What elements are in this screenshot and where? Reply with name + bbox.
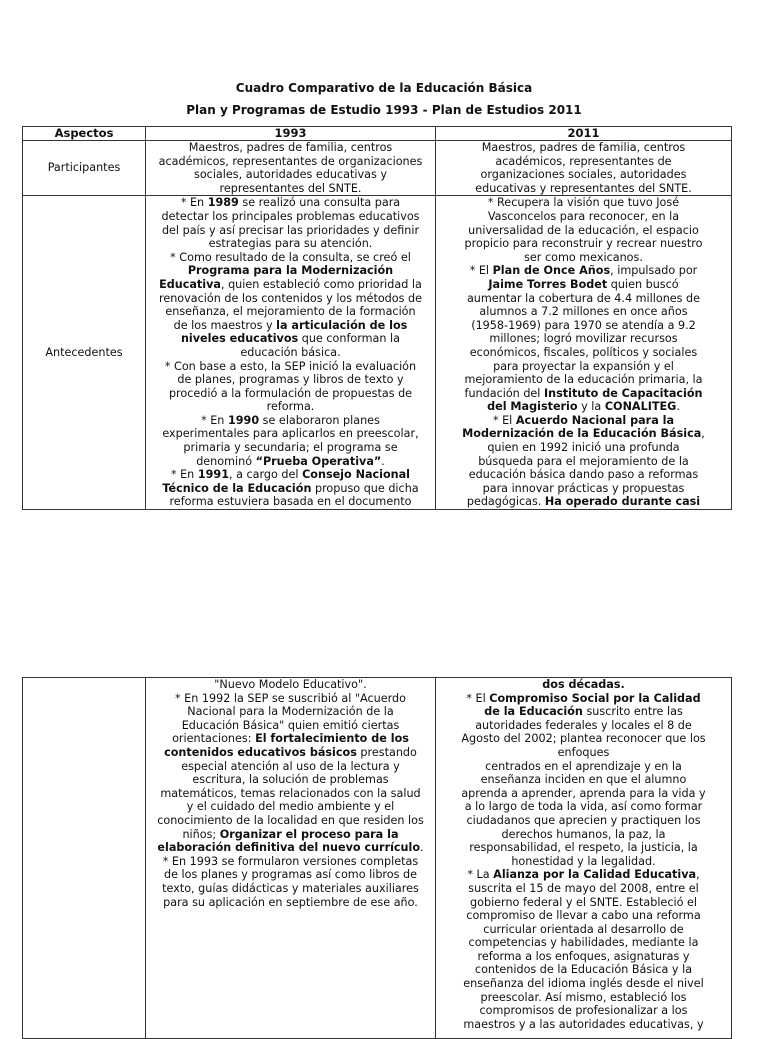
text-line bbox=[439, 705, 728, 719]
text-line bbox=[149, 705, 432, 719]
text-line bbox=[439, 278, 728, 292]
text-line bbox=[439, 1004, 728, 1018]
text: reforma a los enfoques, asignaturas y bbox=[477, 949, 690, 963]
text: suscrita el 15 de mayo del 2008, entre el bbox=[468, 881, 699, 895]
text: académicos, representantes de bbox=[495, 154, 672, 168]
bold-text: Alianza por la Calidad Educativa bbox=[493, 868, 697, 882]
bold-text: niveles educativos bbox=[180, 332, 299, 346]
bold-text: El fortalecimiento de los bbox=[255, 732, 409, 746]
text: , impulsado por bbox=[610, 264, 698, 278]
text: organizaciones sociales, autoridades bbox=[480, 168, 687, 182]
text: detectar los principales problemas educativos bbox=[161, 209, 420, 223]
text: que conforman la bbox=[298, 332, 401, 346]
text-line bbox=[439, 387, 728, 401]
text: representantes del SNTE. bbox=[219, 181, 362, 195]
text-line bbox=[149, 168, 432, 182]
cell-1993 bbox=[146, 141, 436, 196]
text: estrategias para su atención. bbox=[208, 237, 373, 251]
text: , quien estableció como prioridad la bbox=[220, 277, 422, 291]
text: , a cargo del bbox=[228, 468, 303, 482]
text-line bbox=[439, 855, 728, 869]
text: * Como resultado de la consulta, se creó el bbox=[170, 250, 411, 264]
text: quien en 1992 inició una profunda bbox=[487, 441, 680, 455]
text-line bbox=[439, 882, 728, 896]
bold-text: Plan de Once Años bbox=[492, 264, 611, 278]
aspect-cell: Participantes bbox=[23, 141, 146, 196]
aspect-cell bbox=[23, 678, 146, 1039]
text: derechos humanos, la paz, la bbox=[501, 827, 666, 841]
bold-text: “Prueba Operativa” bbox=[255, 454, 382, 468]
text: conocimiento de la localidad en que residen los bbox=[157, 813, 424, 827]
text: y el cuidado del medio ambiente y el bbox=[186, 800, 395, 814]
text: * En bbox=[180, 196, 208, 210]
text-line bbox=[149, 400, 432, 414]
text-line bbox=[439, 746, 728, 760]
text: * El bbox=[466, 691, 490, 705]
text-line bbox=[439, 773, 728, 787]
text-line bbox=[149, 332, 432, 346]
text: enfoques bbox=[557, 745, 610, 759]
text-line bbox=[439, 800, 728, 814]
bold-text: Organizar el proceso para la bbox=[219, 827, 399, 841]
text: de los planes y programas así como libros de bbox=[163, 868, 417, 882]
text: primaria y secundaria; el programa se bbox=[183, 441, 398, 455]
text: compromiso de llevar a cabo una reforma bbox=[466, 909, 701, 923]
text-line bbox=[439, 936, 728, 950]
bold-text: Compromiso Social por la Calidad bbox=[489, 691, 701, 705]
text: aprenda a aprender, aprenda para la vida y bbox=[461, 786, 706, 800]
text: de planes, programas y libros de texto y bbox=[177, 373, 404, 387]
bold-text: Modernización de la Educación Básica bbox=[462, 427, 702, 441]
text-line bbox=[149, 468, 432, 482]
text: y la bbox=[577, 400, 605, 414]
bold-text: la articulación de los bbox=[276, 318, 408, 332]
text: matemáticos, temas relacionados con la salud bbox=[160, 786, 421, 800]
text: Agosto del 2002; plantea reconocer que los bbox=[461, 732, 706, 746]
text: se elaboraron planes bbox=[259, 413, 380, 427]
text: académicos, representantes de organizaciones bbox=[158, 154, 423, 168]
text: contenidos de la Educación Básica y la bbox=[474, 963, 693, 977]
comparison-table-continued bbox=[22, 677, 732, 1039]
text: responsabilidad, el respeto, la justicia, la bbox=[469, 841, 698, 855]
text: ser como mexicanos. bbox=[524, 250, 643, 264]
text-line bbox=[149, 224, 432, 238]
text-line bbox=[439, 828, 728, 842]
bold-text: CONALITEG bbox=[604, 400, 677, 414]
text: reforma estuviera basada en el documento bbox=[169, 495, 412, 509]
text-line bbox=[149, 828, 432, 842]
text-line bbox=[439, 495, 728, 509]
text-line bbox=[439, 264, 728, 278]
text: curricular orientada al desarrollo de bbox=[483, 922, 684, 936]
text-line bbox=[149, 773, 432, 787]
bold-text: Educativa bbox=[159, 277, 221, 291]
text-line bbox=[439, 360, 728, 374]
bold-text: 1989 bbox=[207, 196, 239, 210]
text-line bbox=[149, 800, 432, 814]
bold-text: contenidos educativos básicos bbox=[164, 745, 357, 759]
text-line bbox=[439, 141, 728, 155]
table-row-participantes bbox=[23, 141, 732, 196]
text: propuso que dicha bbox=[311, 481, 419, 495]
text-line bbox=[439, 155, 728, 169]
text: especial atención al uso de la lectura y bbox=[181, 759, 400, 773]
text-line bbox=[149, 868, 432, 882]
text: para su aplicación en septiembre de ese año. bbox=[163, 895, 418, 909]
text-line bbox=[439, 482, 728, 496]
table-row-antecedentes bbox=[23, 196, 732, 510]
text-line bbox=[439, 963, 728, 977]
text: * En 1993 se formularon versiones completas bbox=[162, 854, 419, 868]
text: . bbox=[381, 454, 385, 468]
text-line bbox=[439, 414, 728, 428]
document-title: Cuadro Comparativo de la Educación Básica bbox=[235, 81, 533, 95]
text-line bbox=[149, 441, 432, 455]
text-line bbox=[439, 237, 728, 251]
text: se realizó una consulta para bbox=[238, 196, 401, 210]
text: de los maestros y bbox=[173, 318, 277, 332]
cell-2011 bbox=[436, 196, 732, 510]
text-line bbox=[149, 787, 432, 801]
text-line bbox=[149, 237, 432, 251]
text-line bbox=[439, 719, 728, 733]
text: mejoramiento de la educación primaria, la bbox=[464, 373, 703, 387]
text: universalidad de la educación, el espacio bbox=[468, 223, 699, 237]
bold-text: Ha operado durante casi bbox=[544, 495, 701, 509]
text: alumnos a 7.2 millones en once años bbox=[479, 305, 688, 319]
text-line bbox=[149, 346, 432, 360]
cell-2011 bbox=[436, 141, 732, 196]
text: enseñanza, el mejoramiento de la formación bbox=[165, 305, 416, 319]
text: , bbox=[696, 868, 700, 882]
text: a lo largo de toda la vida, así como formar bbox=[464, 800, 703, 814]
text: competencias y habilidades, mediante la bbox=[468, 936, 699, 950]
text-line bbox=[439, 182, 728, 196]
text: del país y así precisar las prioridades y definir bbox=[161, 223, 420, 237]
bold-text: 1990 bbox=[227, 413, 260, 427]
text-line bbox=[439, 251, 728, 265]
text: escritura, la solución de problemas bbox=[192, 773, 389, 787]
text: prestando bbox=[356, 745, 417, 759]
text: educación básica. bbox=[240, 345, 341, 359]
text-line bbox=[149, 373, 432, 387]
text-line bbox=[149, 305, 432, 319]
text-line bbox=[149, 387, 432, 401]
table-row-continuation bbox=[23, 678, 732, 1039]
text: Educación Básica" quien emitió ciertas bbox=[181, 718, 400, 732]
text: ciudadanos que aprecien y practiquen los bbox=[466, 813, 701, 827]
text: Nacional para la Modernización de la bbox=[187, 705, 394, 719]
bold-text: 1991 bbox=[197, 468, 229, 482]
text: denominó bbox=[196, 454, 256, 468]
text: * En bbox=[170, 468, 198, 482]
table-header-row bbox=[23, 127, 732, 141]
text-line bbox=[149, 482, 432, 496]
bold-text: elaboración definitiva del nuevo currículo bbox=[157, 841, 421, 855]
text-line bbox=[439, 427, 728, 441]
cell-1993 bbox=[146, 678, 436, 1039]
text-line bbox=[149, 182, 432, 196]
text-line bbox=[149, 196, 432, 210]
text-line bbox=[439, 305, 728, 319]
text-line bbox=[149, 719, 432, 733]
text-line bbox=[149, 495, 432, 509]
text-line bbox=[439, 678, 728, 692]
text-line bbox=[149, 455, 432, 469]
text: para innovar prácticas y propuestas bbox=[482, 481, 685, 495]
text: enseñanza del idioma inglés desde el nivel bbox=[463, 977, 704, 991]
text: . bbox=[420, 841, 424, 855]
text: * Recupera la visión que tuvo José bbox=[487, 196, 680, 210]
text-line bbox=[439, 373, 728, 387]
comparison-table bbox=[22, 126, 732, 510]
text-line bbox=[439, 909, 728, 923]
text: Maestros, padres de familia, centros bbox=[481, 141, 686, 154]
text: millones; logró movilizar recursos bbox=[489, 332, 678, 346]
bold-text: dos décadas. bbox=[542, 678, 625, 691]
text-line bbox=[439, 977, 728, 991]
text-line bbox=[149, 855, 432, 869]
text-line bbox=[439, 441, 728, 455]
text: * Con base a esto, la SEP inició la evaluación bbox=[164, 359, 417, 373]
text: . bbox=[676, 400, 680, 414]
text-line bbox=[149, 319, 432, 333]
text-line bbox=[439, 841, 728, 855]
text-line bbox=[149, 814, 432, 828]
bold-text: del Magisterio bbox=[487, 400, 578, 414]
text: * El bbox=[469, 264, 493, 278]
text-line bbox=[149, 414, 432, 428]
text-line bbox=[439, 210, 728, 224]
text-line bbox=[439, 468, 728, 482]
text-line bbox=[439, 991, 728, 1005]
text: Maestros, padres de familia, centros bbox=[188, 141, 393, 154]
text-line bbox=[439, 692, 728, 706]
text: propicio para reconstruir y recrear nuestro bbox=[464, 237, 703, 251]
text: * El bbox=[492, 413, 516, 427]
text: * En bbox=[201, 413, 228, 427]
text: experimentales para aplicarlos en preescolar, bbox=[162, 427, 419, 441]
cell-1993 bbox=[146, 196, 436, 510]
text-line bbox=[149, 427, 432, 441]
text: búsqueda para el mejoramiento de la bbox=[478, 454, 689, 468]
text-line bbox=[149, 141, 432, 155]
text: pedagógicas. bbox=[466, 495, 545, 509]
text: centrados en el aprendizaje y en la bbox=[485, 759, 682, 773]
text-line bbox=[439, 1018, 728, 1032]
text: suscrito entre las bbox=[582, 705, 683, 719]
document-subtitle: Plan y Programas de Estudio 1993 - Plan de Estudios 2011 bbox=[186, 103, 582, 117]
text-line bbox=[149, 896, 432, 910]
text: honestidad y la legalidad. bbox=[511, 854, 656, 868]
text-line bbox=[149, 746, 432, 760]
text: económicos, fiscales, políticos y sociales bbox=[469, 345, 698, 359]
text-line bbox=[149, 292, 432, 306]
text: autoridades federales y locales el 8 de bbox=[475, 718, 692, 732]
bold-text: Consejo Nacional bbox=[302, 468, 411, 482]
text-line bbox=[439, 196, 728, 210]
text-line bbox=[149, 882, 432, 896]
text: Vasconcelos para reconocer, en la bbox=[487, 209, 680, 223]
text-line bbox=[439, 950, 728, 964]
text: compromisos de profesionalizar a los bbox=[479, 1004, 688, 1018]
text: "Nuevo Modelo Educativo". bbox=[214, 678, 367, 691]
text: reforma. bbox=[266, 400, 315, 414]
text-line bbox=[149, 264, 432, 278]
text-line bbox=[149, 760, 432, 774]
text: niños; bbox=[182, 827, 220, 841]
bold-text: Programa para la Modernización bbox=[187, 264, 394, 278]
text-line bbox=[149, 678, 432, 692]
text-line bbox=[439, 760, 728, 774]
text: para proyectar la expansión y el bbox=[493, 359, 674, 373]
text: (1958-1969) para 1970 se atendía a 9.2 bbox=[471, 318, 696, 332]
text: enseñanza inciden en que el alumno bbox=[480, 773, 687, 787]
text: educativas y representantes del SNTE. bbox=[475, 181, 692, 195]
text-line bbox=[439, 346, 728, 360]
text: , bbox=[701, 427, 705, 441]
text-line bbox=[149, 251, 432, 265]
text: aumentar la cobertura de 4.4 millones de bbox=[466, 291, 701, 305]
text-line bbox=[439, 400, 728, 414]
header-aspectos: Aspectos bbox=[23, 127, 146, 141]
text: renovación de los contenidos y los métodos de bbox=[158, 291, 422, 305]
header-1993: 1993 bbox=[146, 127, 436, 141]
text-line bbox=[439, 732, 728, 746]
text-line bbox=[149, 732, 432, 746]
text: procedió a la formulación de propuestas de bbox=[168, 386, 413, 400]
text-line bbox=[439, 224, 728, 238]
text: sociales, autoridades educativas y bbox=[194, 168, 387, 182]
text: gobierno federal y el SNTE. Estableció el bbox=[470, 895, 697, 909]
header-2011: 2011 bbox=[436, 127, 732, 141]
bold-text: Instituto de Capacitación bbox=[543, 386, 703, 400]
text: orientaciones: bbox=[172, 732, 256, 746]
text-line bbox=[439, 814, 728, 828]
bold-text: Acuerdo Nacional para la bbox=[515, 413, 675, 427]
text: educación básica dando paso a reformas bbox=[468, 468, 699, 482]
bold-text: Jaime Torres Bodet bbox=[488, 277, 608, 291]
bold-text: Técnico de la Educación bbox=[162, 481, 312, 495]
text: * La bbox=[467, 868, 494, 882]
text-line bbox=[149, 155, 432, 169]
text: texto, guías didácticas y materiales auxiliares bbox=[162, 881, 419, 895]
cell-2011 bbox=[436, 678, 732, 1039]
text-line bbox=[439, 455, 728, 469]
text: * En 1992 la SEP se suscribió al "Acuerdo bbox=[175, 691, 406, 705]
text-line bbox=[149, 210, 432, 224]
text-line bbox=[439, 292, 728, 306]
text-line bbox=[439, 868, 728, 882]
text: maestros y a las autoridades educativas, y bbox=[463, 1017, 704, 1031]
aspect-cell: Antecedentes bbox=[23, 196, 146, 510]
text: preescolar. Así mismo, estableció los bbox=[480, 990, 687, 1004]
text-line bbox=[439, 896, 728, 910]
text-line bbox=[439, 332, 728, 346]
text-line bbox=[149, 360, 432, 374]
text: quien buscó bbox=[607, 277, 679, 291]
text-line bbox=[439, 923, 728, 937]
text-line bbox=[149, 278, 432, 292]
text-line bbox=[439, 319, 728, 333]
text-line bbox=[149, 692, 432, 706]
bold-text: de la Educación bbox=[484, 705, 583, 719]
text-line bbox=[149, 841, 432, 855]
text: fundación del bbox=[464, 386, 544, 400]
text-line bbox=[439, 168, 728, 182]
text-line bbox=[439, 787, 728, 801]
